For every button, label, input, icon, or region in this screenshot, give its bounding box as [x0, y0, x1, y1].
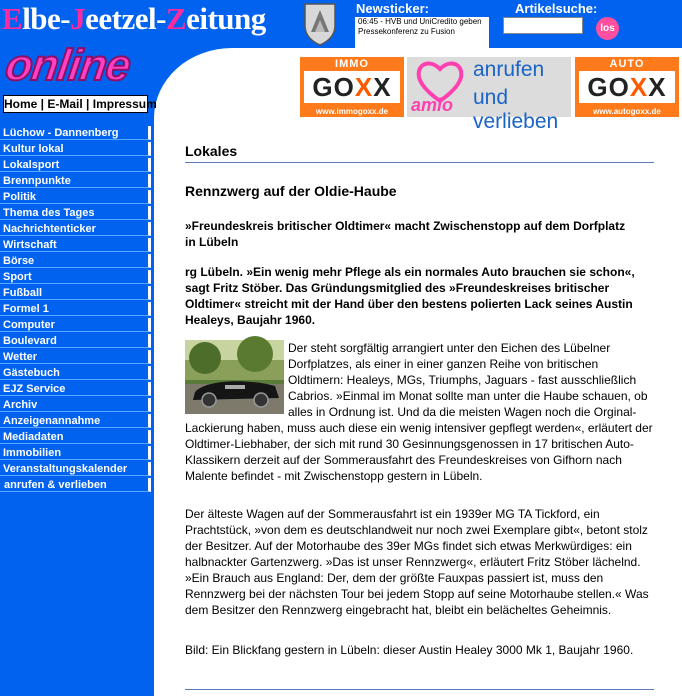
banner-url: www.immogoxx.de: [315, 107, 389, 116]
online-logo: online: [2, 41, 134, 90]
newsticker-text[interactable]: 06:45 - HVB und UniCredito geben Pressekonferenz zu Fusion: [355, 17, 489, 52]
autogoxx-banner[interactable]: [575, 57, 679, 117]
sidebar-item[interactable]: Fußball: [0, 286, 151, 300]
sidebar-item[interactable]: Veranstaltungskalender: [0, 462, 151, 476]
logo-text: lbe-: [22, 1, 71, 36]
sidebar-item[interactable]: anrufen & verlieben: [0, 478, 151, 492]
amio-wordmark: amio: [411, 95, 454, 115]
sidebar-item[interactable]: Mediadaten: [0, 430, 151, 444]
sidebar-item[interactable]: Archiv: [0, 398, 151, 412]
sidebar-item[interactable]: Computer: [0, 318, 151, 332]
divider: [185, 689, 654, 690]
logo-text: eetzel-: [85, 1, 166, 36]
sidebar-item[interactable]: Kultur lokal: [0, 142, 151, 156]
amio-banner[interactable]: [407, 57, 571, 133]
sidebar-item[interactable]: Politik: [0, 190, 151, 204]
paragraph-text: Der steht sorgfältig arrangiert unter den Eichen des Lübelner Dorfplatzes, als einer in einer ganzen Reihe von britischen Oldtimern: Healeys, MGs, Triumphs, Jaguars - fast ausschließlich Cabrios. »Einmal im Monat sollte man unter die Haube schauen, ob alles in Ordnung ist. Und da die meisten Wagen noch die Orginal-Lackierung haben, muss auch diese ein wenig intensiver gepflegt werden«, erläutert der Oldtimer-Liebhaber, der sich mit rund 30 Gesinnungsgenossen in 17 britischen Auto-Klassikern derzeit auf der Sommerausfahrt des Freundeskreises von Gifhorn nach Malente befindet - mit Zwischenstopp gestern in Lübeln.: [185, 341, 653, 483]
link-separator: |: [82, 97, 93, 111]
sidebar-item[interactable]: Formel 1: [0, 302, 151, 316]
photo-caption: Bild: Ein Blickfang gestern in Lübeln: dieser Austin Healey 3000 Mk 1, Baujahr 1960.: [185, 643, 634, 657]
article-paragraph: Der älteste Wagen auf der Sommerausfahrt ist ein 1939er MG TA Tickford, ein Prachtstück, »von dem es deutschlandweit nur noch zwei Exemplare gibt«, betont stolz der Besitzer. Auf der Motorhaube des 39er MGs findet sich etwas Merkwürdiges: ein halbnackter Gartenzwerg. »Das ist unser Rennzwerg«, erläutert Fritz Stöber lächelnd. »Ein Brauch aus England: Der, dem der größte Fauxpas passiert ist, muss den Rennzwerg bei der nächsten Tour bei jedem Stopp auf seine Motorhaube stellen.« Was dem Besitzer den Rennzwerg eingebracht hat, bleibt ein belächeltes Geheimnis.: [185, 507, 649, 617]
email-link[interactable]: E-Mail: [47, 97, 83, 111]
banner-goxx-word: GOXX: [587, 72, 667, 102]
article-lead: rg Lübeln. »Ein wenig mehr Pflege als ein normales Auto brauchen sie schon«, sagt Fritz Stöber. Das Gründungsmitglied des »Freundeskreises britischer Oldtimer« streicht mit der Hand über den bestens polierten Lack seines Austin Healeys, Baujahr 1960.: [185, 265, 635, 327]
coat-of-arms-icon: [303, 2, 337, 46]
article-headline: Rennzwerg auf der Oldie-Haube: [185, 183, 397, 199]
sidebar-item[interactable]: Lüchow - Dannenberg: [0, 126, 151, 140]
top-links: [3, 95, 157, 113]
sidebar-item[interactable]: Gästebuch: [0, 366, 151, 380]
article-photo[interactable]: [185, 340, 284, 414]
sidebar-item[interactable]: Sport: [0, 270, 151, 284]
divider: [185, 162, 654, 163]
sidebar-item[interactable]: Thema des Tages: [0, 206, 151, 220]
section-title: Lokales: [185, 143, 238, 159]
sidebar-item[interactable]: Immobilien: [0, 446, 151, 460]
article-subhead: »Freundeskreis britischer Oldtimer« macht Zwischenstopp auf dem Dorfplatz in Lübeln: [185, 219, 626, 249]
sidebar-item[interactable]: Nachrichtenticker: [0, 222, 151, 236]
sidebar-item[interactable]: Brennpunkte: [0, 174, 151, 188]
amio-line-2: und verlieben: [473, 86, 559, 133]
sidebar-item[interactable]: Börse: [0, 254, 151, 268]
search-label: Artikelsuche:: [515, 1, 598, 16]
logo-text: eitung: [186, 1, 266, 36]
banner-goxx-word: GOXX: [312, 72, 392, 102]
sidebar-item[interactable]: Wetter: [0, 350, 151, 364]
immogoxx-banner[interactable]: [300, 57, 404, 117]
link-separator: |: [37, 97, 48, 111]
sidebar-item[interactable]: Lokalsport: [0, 158, 151, 172]
newsticker-label: Newsticker:: [356, 1, 429, 16]
sidebar-item[interactable]: Boulevard: [0, 334, 151, 348]
sidebar-item[interactable]: Wirtschaft: [0, 238, 151, 252]
logo-letter: J: [70, 1, 86, 36]
banner-top-label: AUTO: [609, 58, 645, 70]
sidebar-nav: [0, 126, 154, 696]
amio-line-1: anrufen: [473, 58, 545, 81]
home-link[interactable]: Home: [4, 97, 38, 111]
search-input[interactable]: [503, 17, 583, 34]
impressum-link[interactable]: Impressum: [92, 97, 157, 111]
banner-top-label: IMMO: [335, 58, 369, 70]
sidebar-item[interactable]: Anzeigenannahme: [0, 414, 151, 428]
logo-letter: Z: [165, 1, 187, 36]
logo-letter: E: [2, 1, 23, 36]
site-logo[interactable]: [2, 1, 266, 37]
search-button[interactable]: los: [596, 17, 619, 40]
sidebar-item[interactable]: EJZ Service: [0, 382, 151, 396]
banner-url: www.autogoxx.de: [593, 107, 661, 116]
